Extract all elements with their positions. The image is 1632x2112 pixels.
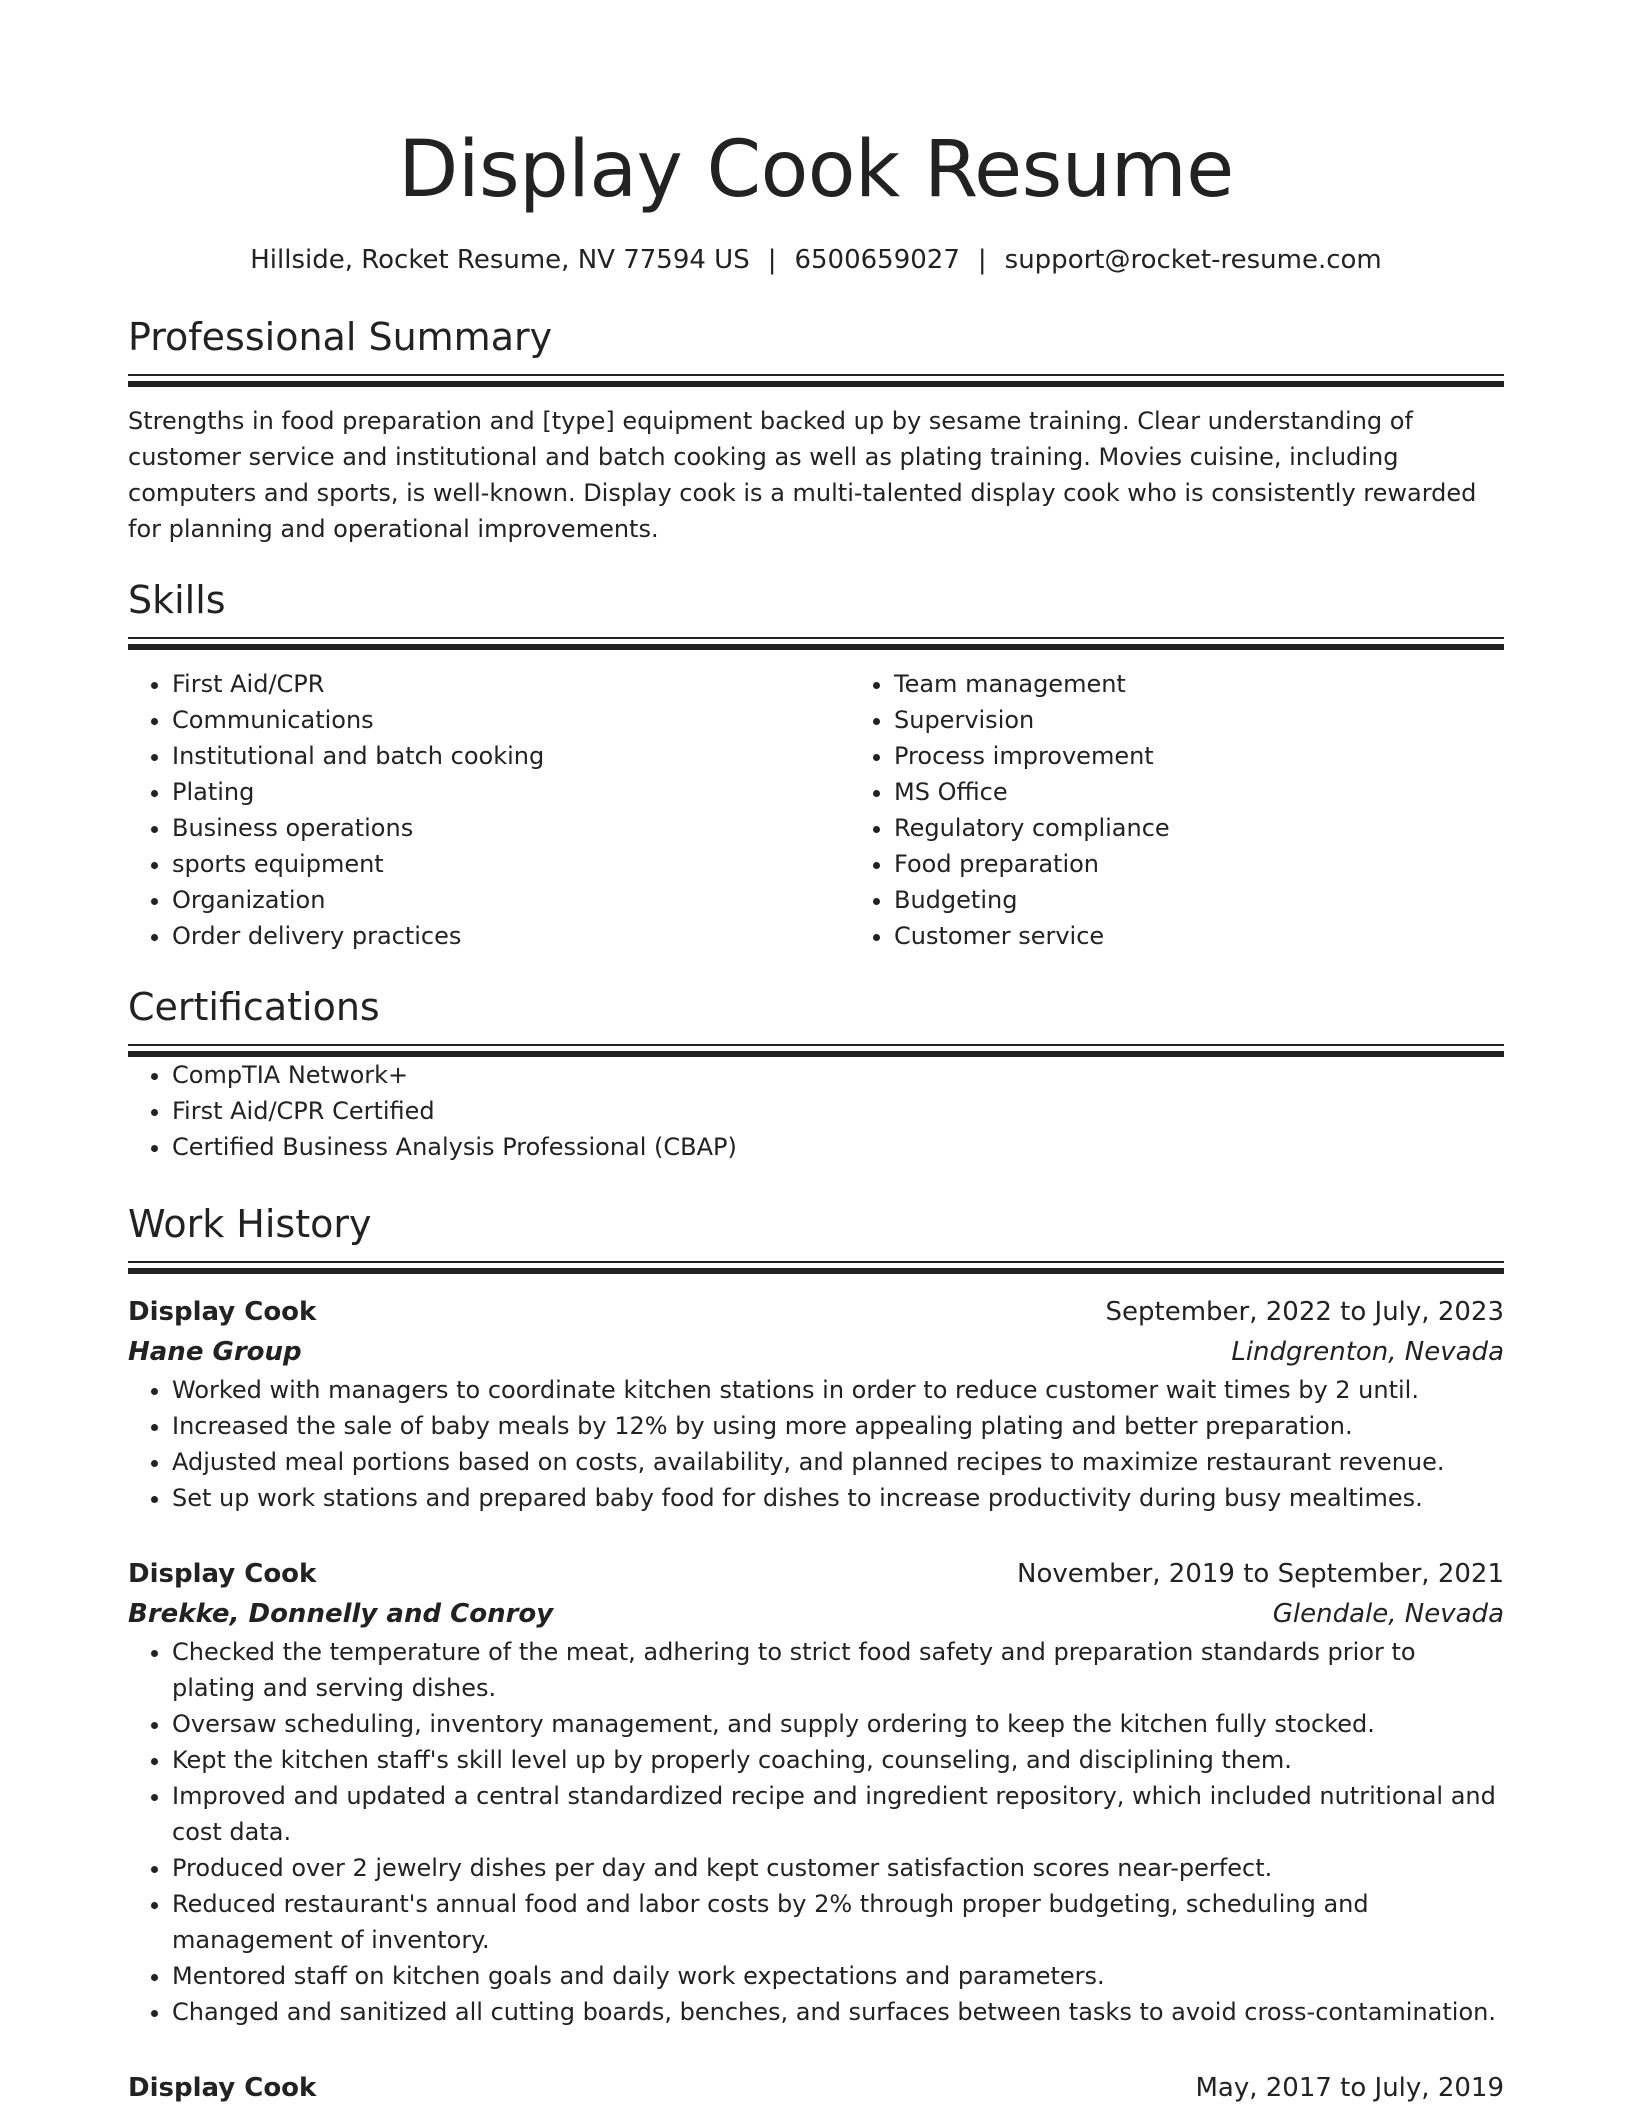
skills-list-left xyxy=(128,666,850,954)
work-history-heading: Work History xyxy=(128,1202,372,1246)
job-location: Glendale, Nevada xyxy=(1272,1599,1504,1629)
contact-address: Hillside, Rocket Resume, NV 77594 US xyxy=(250,245,750,275)
job-duty-item: • Checked the temperature of the meat, adhering to strict food safety and preparation standards prior to plating and serving dishes. xyxy=(172,1634,1504,1706)
skill-item: • Plating xyxy=(172,774,850,810)
skill-item: • Institutional and batch cooking xyxy=(172,738,850,774)
skill-item: • Budgeting xyxy=(894,882,1572,918)
work-history-section xyxy=(128,1199,1504,2108)
certifications-heading: Certifications xyxy=(128,985,380,1029)
skills-columns xyxy=(128,666,1504,954)
summary-text: Strengths in food preparation and [type] equipment backed up by sesame training. Clear understanding of customer service and institutional and batch cooking as well as plating training. Movies cuisine, including computers and sports, is well-known. Display cook is a multi-talented display cook who is consistently rewarded for planning and operational improvements. xyxy=(128,407,1477,543)
skill-item: • Customer service xyxy=(894,918,1572,954)
job-dates: May, 2017 to July, 2019 xyxy=(1195,2073,1504,2103)
job-header xyxy=(128,1554,1504,1594)
job-header xyxy=(128,1292,1504,1332)
skill-item: • MS Office xyxy=(894,774,1572,810)
certification-item: • Certified Business Analysis Professional (CBAP) xyxy=(172,1129,1504,1165)
job-duty-item: • Increased the sale of baby meals by 12% by using more appealing plating and better preparation. xyxy=(172,1408,1504,1444)
job-duty-item: • Set up work stations and prepared baby food for dishes to increase productivity during busy mealtimes. xyxy=(172,1480,1504,1516)
contact-separator: | xyxy=(977,245,987,275)
skill-item: • Business operations xyxy=(172,810,850,846)
job-company: Hane Group xyxy=(128,1337,302,1367)
section-divider xyxy=(128,637,1504,650)
job-subheader xyxy=(128,1594,1504,1634)
job-title: Display Cook xyxy=(128,2073,317,2103)
job-duty-item: • Changed and sanitized all cutting boards, benches, and surfaces between tasks to avoid cross-contamination. xyxy=(172,1994,1504,2030)
skills-list-right xyxy=(850,666,1572,954)
job-duty-item: • Oversaw scheduling, inventory management, and supply ordering to keep the kitchen fully stocked. xyxy=(172,1706,1504,1742)
job-duty-item: • Mentored staff on kitchen goals and daily work expectations and parameters. xyxy=(172,1958,1504,1994)
job-entry xyxy=(128,1292,1504,1516)
skill-item: • Food preparation xyxy=(894,846,1572,882)
contact-phone: 6500659027 xyxy=(794,245,960,275)
skills-section xyxy=(128,575,1504,954)
skills-heading: Skills xyxy=(128,578,226,622)
job-title: Display Cook xyxy=(128,1297,317,1327)
job-title: Display Cook xyxy=(128,1559,317,1589)
skill-item: • Process improvement xyxy=(894,738,1572,774)
job-duty-item: • Reduced restaurant's annual food and labor costs by 2% through proper budgeting, scheduling and management of inventory. xyxy=(172,1886,1504,1958)
certifications-section xyxy=(128,982,1504,1165)
summary-heading: Professional Summary xyxy=(128,315,553,359)
skill-item: • Communications xyxy=(172,702,850,738)
skill-item: • Order delivery practices xyxy=(172,918,850,954)
job-duties-list xyxy=(128,1372,1504,1516)
skill-item: • Organization xyxy=(172,882,850,918)
certification-item: • First Aid/CPR Certified xyxy=(172,1093,1504,1129)
section-divider xyxy=(128,1261,1504,1274)
job-location: Lindgrenton, Nevada xyxy=(1231,1337,1504,1367)
skill-item: • Regulatory compliance xyxy=(894,810,1572,846)
job-company: Brekke, Donnelly and Conroy xyxy=(128,1599,554,1629)
job-subheader xyxy=(128,1332,1504,1372)
skill-item: • sports equipment xyxy=(172,846,850,882)
job-duty-item: • Kept the kitchen staff's skill level up by properly coaching, counseling, and disciplining them. xyxy=(172,1742,1504,1778)
job-duties-list xyxy=(128,1634,1504,2030)
page-title: Display Cook Resume xyxy=(398,125,1234,215)
job-header xyxy=(128,2068,1504,2108)
certification-item: • CompTIA Network+ xyxy=(172,1057,1504,1093)
job-duty-item: • Worked with managers to coordinate kitchen stations in order to reduce customer wait times by 2 until. xyxy=(172,1372,1504,1408)
contact-separator: | xyxy=(767,245,777,275)
contact-email: support@rocket-resume.com xyxy=(1004,245,1382,275)
job-duty-item: • Improved and updated a central standardized recipe and ingredient repository, which included nutritional and cost data. xyxy=(172,1778,1504,1850)
skill-item: • Supervision xyxy=(894,702,1572,738)
summary-section xyxy=(128,312,1504,547)
skill-item: • First Aid/CPR xyxy=(172,666,850,702)
job-entry xyxy=(128,1554,1504,2030)
job-dates: November, 2019 to September, 2021 xyxy=(1017,1559,1504,1589)
skill-item: • Team management xyxy=(894,666,1572,702)
section-divider xyxy=(128,374,1504,387)
job-entry xyxy=(128,2068,1504,2108)
job-duty-item: • Produced over 2 jewelry dishes per day and kept customer satisfaction scores near-perfect. xyxy=(172,1850,1504,1886)
job-dates: September, 2022 to July, 2023 xyxy=(1105,1297,1504,1327)
job-duty-item: • Adjusted meal portions based on costs, availability, and planned recipes to maximize restaurant revenue. xyxy=(172,1444,1504,1480)
section-divider xyxy=(128,1044,1504,1057)
certifications-list xyxy=(128,1057,1504,1165)
contact-line xyxy=(128,242,1504,278)
